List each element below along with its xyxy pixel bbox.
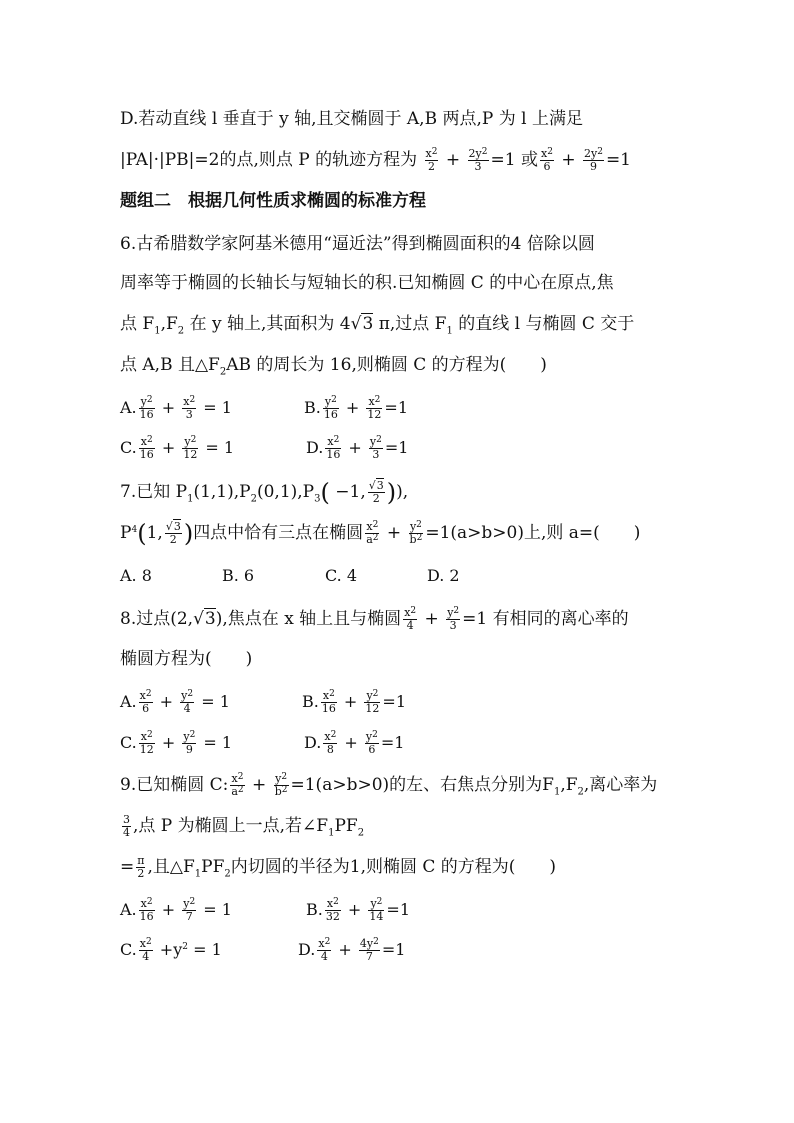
text: 9.已知椭圆 C:	[120, 775, 229, 795]
text: =1(a>b>0)上,则 a=( )	[425, 523, 641, 543]
text: 点 F	[120, 314, 155, 334]
text: 四点中恰有三点在椭圆	[193, 523, 364, 543]
q9-option-b: B. $\frac{x^2}{32}$ + $\frac{y^2}{14}$ =1	[306, 897, 411, 923]
text: PF	[334, 816, 358, 836]
q8-option-a: A. $\frac{x^2}{6}$ + $\frac{y^2}{4}$ = 1	[120, 689, 230, 715]
q8-line1: 8.过点(2,√3),焦点在 x 轴上且与椭圆 $\frac{x^2}{4}$ + $\frac{y^2}{3}$ =1 有相同的离心率的	[120, 606, 629, 632]
q7-option-d: D. 2	[427, 566, 460, 585]
label: A.	[120, 398, 137, 417]
text: D.若动直线 l 垂直于 y 轴,且交椭圆于 A,B 两点,P 为 l 上满足	[120, 109, 583, 129]
text: 周率等于椭圆的长轴长与短轴长的积.已知椭圆 C 的中心在原点,焦	[120, 273, 614, 293]
q6-option-c: C. $\frac{x^2}{16}$ + $\frac{y^2}{12}$ = 1	[120, 435, 235, 461]
q6-line3: 点 $F_1,F_2$ 在 y 轴上,其面积为 4√3 π,过点 $F_1$ 的直线 l 与椭圆 C 交于	[120, 314, 635, 337]
text: 7.已知 P	[120, 482, 188, 502]
text: ,且△F	[147, 857, 195, 877]
text: ,F	[560, 775, 578, 795]
option-d-line1	[120, 108, 583, 130]
q6-option-d: D. $\frac{x^2}{16}$ + $\frac{y^2}{3}$ =1	[306, 435, 409, 461]
text: ,离心率为	[583, 775, 658, 795]
text: 内切圆的半径为1,则椭圆 C 的方程为( )	[230, 857, 557, 877]
label: C.	[120, 940, 137, 959]
fraction: $\frac{x^2}{6}$	[540, 147, 553, 173]
q7-option-a: A. 8	[120, 566, 152, 585]
option-d-line2: |PA|·|PB|=2的点,则点 P 的轨迹方程为 $\frac{x^2}{2}$ + $\frac{2y^2}{3}$ =1 或 $\frac{x^2}{6}$ + $\frac{2y^2}{9}$ =1	[120, 147, 631, 173]
text: (0,1),P	[256, 482, 315, 502]
text: −1,	[335, 482, 366, 502]
text: PF	[201, 857, 225, 877]
label: D.	[306, 438, 324, 457]
label: B.	[304, 398, 321, 417]
text: |PA|·|PB|=2的点,则点 P 的轨迹方程为	[120, 150, 418, 170]
label: D.	[298, 940, 316, 959]
fraction: $\frac{2y^2}{9}$	[583, 147, 603, 173]
q8-option-c: C. $\frac{x^2}{12}$ + $\frac{y^2}{9}$ = 1	[120, 730, 233, 756]
text: ),焦点在 x 轴上且与椭圆	[215, 609, 402, 629]
text: =1(a>b>0)的左、右焦点分别为F	[290, 775, 554, 795]
q6-line4: 点 A,B 且$\triangle F_2AB$ 的周长为 16,则椭圆 C 的方程为( )	[120, 355, 547, 378]
label: A.	[120, 900, 137, 919]
q9-line1: 9.已知椭圆 C: $\frac{x^2}{a^2}$ + $\frac{y^2}{b^2}$ =1(a>b>0)的左、右焦点分别为$F_1,F_2$,离心率为	[120, 772, 658, 798]
text: ),	[396, 482, 409, 502]
text: =1	[605, 150, 631, 170]
label: C.	[120, 438, 137, 457]
q7-line2: $P^4(1$, $\frac{√3}{2}$ )四点中恰有三点在椭圆 $\frac{x^2}{a^2}$ + $\frac{y^2}{b^2}$ =1(a>b>0)上,则 a=( )	[120, 519, 641, 548]
q7-line1: 7.已知 $P_1(1,1),P_2(0,1),P_3( -1$, $\frac{√3}{2}$ )),	[120, 478, 409, 507]
label: C.	[120, 733, 137, 752]
text: ,点 P 为椭圆上一点,若∠F	[133, 816, 329, 836]
label: B.	[302, 692, 319, 711]
text: 在 y 轴上,其面积为 4	[189, 314, 351, 334]
text: =	[120, 857, 135, 877]
fraction: $\frac{x^2}{2}$	[425, 147, 438, 173]
q9-line3: = $\frac{\pi}{2}$ ,且$\triangle F_1PF_2$内切圆的半径为1,则椭圆 C 的方程为( )	[120, 854, 557, 880]
label: B.	[306, 900, 323, 919]
q8-option-b: B. $\frac{x^2}{16}$ + $\frac{y^2}{12}$ =1	[302, 689, 407, 715]
text: AB 的周长为 16,则椭圆 C 的方程为( )	[226, 355, 547, 375]
label: A.	[120, 692, 137, 711]
label: D.	[304, 733, 322, 752]
fraction: $\frac{2y^2}{3}$	[468, 147, 488, 173]
text: (1,1),P	[193, 482, 251, 502]
text: 1,	[146, 523, 163, 543]
q6-option-b: B. $\frac{y^2}{16}$ + $\frac{x^2}{12}$ =1	[304, 395, 409, 421]
q6-option-a: A. $\frac{y^2}{16}$ + $\frac{x^2}{3}$ = 1	[120, 395, 232, 421]
q6-line2	[120, 272, 614, 294]
q6-line1	[120, 233, 595, 255]
text: 的直线 l 与椭圆 C 交于	[458, 314, 635, 334]
q9-line2: $\frac{3}{4}$ ,点 P 为椭圆上一点,若$\angle F_1PF_2$	[123, 813, 365, 839]
q7-option-b: B. 6	[222, 566, 255, 585]
q7-option-c: C. 4	[325, 566, 358, 585]
section-title: 题组二 根据几何性质求椭圆的标准方程	[120, 191, 426, 211]
q8-option-d: D. $\frac{x^2}{8}$ + $\frac{y^2}{6}$ =1	[304, 730, 405, 756]
text: 8.过点(2,	[120, 609, 194, 629]
q9-option-d: D. $\frac{x^2}{4}$ + $\frac{4y^2}{7}$ =1	[298, 937, 406, 963]
text: π,过点 F	[378, 314, 447, 334]
text: =1 有相同的离心率的	[462, 609, 629, 629]
text: 点 A,B 且△F	[120, 355, 220, 375]
q9-option-c: C. $\frac{x^2}{4}$ $+y^2 = 1$	[120, 937, 222, 963]
text: P	[120, 523, 132, 543]
q9-option-a: A. $\frac{x^2}{16}$ + $\frac{y^2}{7}$ = 1	[120, 897, 232, 923]
text: =1 或	[490, 150, 538, 170]
text: 6.古希腊数学家阿基米德用“逼近法”得到椭圆面积的4 倍除以圆	[120, 234, 595, 254]
text: ,F	[160, 314, 178, 334]
q8-line2: 椭圆方程为( )	[120, 649, 253, 669]
